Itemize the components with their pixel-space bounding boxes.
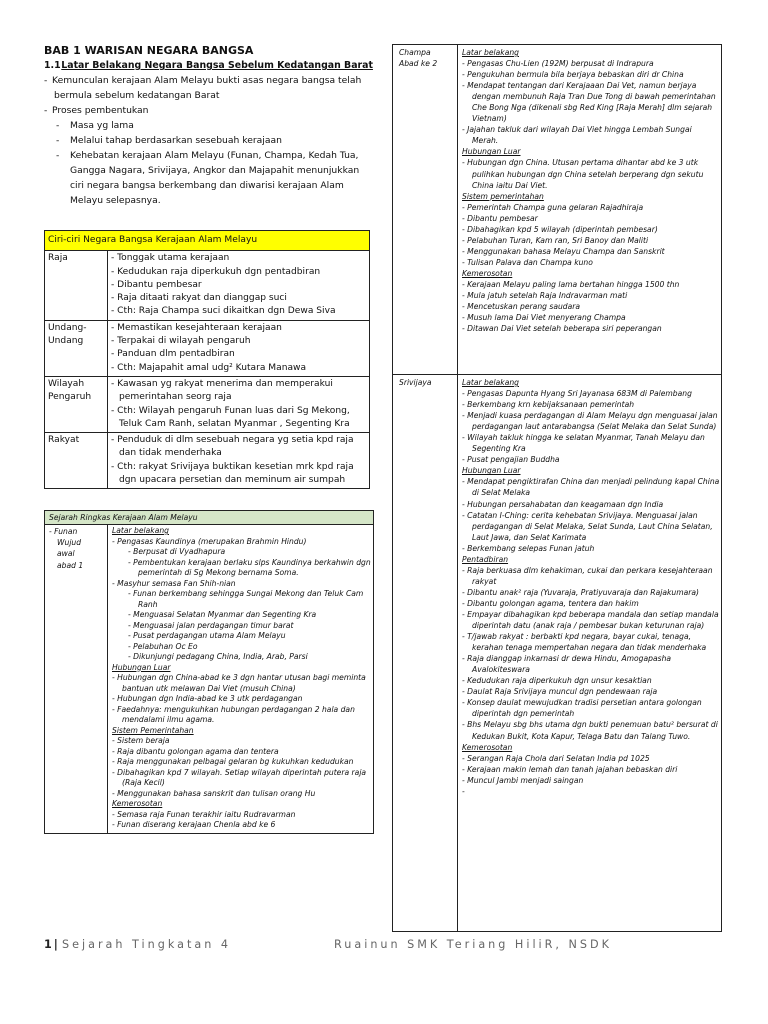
- list-item: - Semasa raja Funan terakhir iaitu Rudravarman: [112, 809, 296, 819]
- subheading: Latar belakang: [462, 378, 519, 387]
- list-item: - Dikunjungi pedagang China, India, Arab, Parsi: [128, 652, 308, 661]
- list-item: - Serangan Raja Chola dari Selatan India pd 1025: [462, 753, 650, 763]
- list-item: - Pusat perdagangan utama Alam Melayu: [128, 631, 286, 640]
- list-item: - Jajahan takluk dari wilayah Dai Viet hingga Lembah Sungai Merah.: [462, 125, 692, 146]
- subheading: Hubungan Luar: [462, 147, 521, 157]
- list-item: - Mencetuskan perang saudara: [462, 302, 581, 312]
- list-item: - Wilayah takluk hingga ke selatan Myanmar, Tanah Melayu dan Segenting Kra: [462, 433, 705, 454]
- subheading: Latar belakang: [462, 48, 519, 57]
- list-item: - Dibantu golongan agama, tentera dan hakim: [462, 598, 639, 608]
- row-key-srivijaya: [399, 377, 432, 388]
- list-item: - Menguasai Selatan Myanmar dan Segenting Kra: [128, 610, 317, 619]
- list-item: - Cth: rakyat Srivijaya buktikan kesetian mrk kpd raja dgn upacara persetian dan meminum air sumpah: [111, 461, 354, 486]
- list-item: - Hubungan dgn India-abad ke 3 utk perdagangan: [112, 694, 303, 703]
- row-key-champa: [399, 47, 437, 69]
- list-item: - Kedudukan raja diperkukuh dgn unsur kesaktian: [462, 676, 652, 686]
- row-key-funan: [45, 525, 108, 834]
- key-line: abad 1: [57, 560, 84, 570]
- footer-author: Ruainun SMK Teriang HiliR, NSDK: [334, 938, 612, 951]
- subheading: Sistem pemerintahan: [462, 191, 544, 201]
- list-item: - Panduan dlm pentadbiran: [111, 349, 235, 360]
- list-item: - Pengasas Kaundinya (merupakan Brahmin Hindu): [112, 536, 307, 546]
- list-item: - Menjadi kuasa perdagangan di Alam Melayu dgn menguasai jalan perdagangan laut antarabangsa (Selat Melaka dan Selat Sunda): [462, 411, 718, 432]
- list-item: - Empayar dibahagikan kpd beberapa mandala dan setiap mandala diperintah datu (anak raja / pembesar bukan keturunan raja): [462, 609, 719, 631]
- list-item: - Penduduk di dlm sesebuah negara yg setia kpd raja dan tidak menderhaka: [111, 435, 354, 459]
- list-item: - Masyhur semasa Fan Shih-nian: [112, 578, 236, 588]
- list-item: - Kerajaan makin lemah dan tanah jajahan bebaskan diri: [462, 764, 678, 774]
- list-item: - Dibantu pembesar: [111, 279, 202, 290]
- list-item: - Tulisan Palava dan Champa kuno: [462, 257, 593, 267]
- list-item: - Menguasai jalan perdagangan timur barat: [128, 620, 294, 630]
- list-item: - Pelabuhan Oc Eo: [128, 641, 198, 651]
- list-item: - Memastikan kesejahteraan kerajaan: [111, 322, 282, 333]
- subheading: Hubungan Luar: [462, 466, 521, 476]
- subheading: Kemerosotan: [112, 799, 163, 808]
- list-item: - Pelabuhan Turan, Kam ran, Sri Banoy dan Maliti: [462, 235, 649, 245]
- row-key: Undang-Undang: [45, 320, 108, 376]
- list-item: - Pemerintah Champa guna gelaran Rajadhiraja: [462, 202, 644, 212]
- row-key: Rakyat: [45, 433, 108, 489]
- ciri-table-header: Ciri-ciri Negara Bangsa Kerajaan Alam Melayu: [45, 231, 370, 251]
- list-item: - Hubungan persahabatan dan keagamaan dgn India: [462, 499, 664, 509]
- column-divider: [457, 45, 458, 931]
- key-line: Wujud: [57, 538, 82, 548]
- list-item: - Hubungan dgn China. Utusan pertama dihantar abd ke 3 utk pulihkan hubungan dgn China setelah berperang dgn sekutu China iaitu Dai Viet.: [462, 158, 704, 190]
- footer: [44, 938, 724, 951]
- list-item: - Mendapat tentangan dari Kerajaaan Dai Vet, namun berjaya dengan membunuh Raja Tran Due Tong di bawah pemerintahan Che Bong Nga (dikenali sbg Red King [Raja Merah] dlm sejarah Vietnam): [462, 81, 716, 124]
- list-item: - Konsep daulat mewujudkan tradisi persetian antara golongan diperintah dgn pemerintah: [462, 698, 702, 719]
- list-item: - Kawasan yg rakyat menerima dan memperakui pemerintahan seorg raja: [111, 378, 333, 403]
- row-content-srivijaya: [462, 377, 720, 797]
- key-line: Champa: [399, 48, 431, 57]
- key-line: awal: [57, 549, 75, 559]
- section-heading: [44, 60, 376, 71]
- table-row: [45, 433, 370, 489]
- list-item: -: [462, 786, 465, 796]
- key-line: Abad ke 2: [399, 59, 438, 68]
- list-item: - Raja berkuasa dlm kehakiman, cukai dan perkara kesejahteraan rakyat: [462, 565, 713, 586]
- subheading: Latar belakang: [112, 526, 169, 535]
- section-title: Latar Belakang Negara Bangsa Sebelum Kedatangan Barat: [61, 60, 373, 71]
- chapter-title: BAB 1 WARISAN NEGARA BANGSA: [44, 44, 254, 57]
- list-item: - Berkembang selepas Funan jatuh: [462, 543, 595, 553]
- list-item: - Raja dibantu golongan agama dan tentera: [112, 746, 279, 756]
- row-divider: [393, 374, 721, 375]
- row-key: Raja: [45, 251, 108, 320]
- intro-point: - Proses pembentukan: [44, 105, 149, 116]
- list-item: - Muncul Jambi menjadi saingan: [462, 775, 584, 785]
- intro-subpoint: - Kehebatan kerajaan Alam Melayu (Funan, Champa, Kedah Tua, Gangga Nagara, Srivijaya, Angkor dan Majapahit menunjukkan ciri negara bangsa berkembang dan diwarisi kerajaan Alam Melayu selepasnya.: [56, 150, 360, 206]
- list-item: - Pengasas Dapunta Hyang Sri Jayanasa 683M di Palembang: [462, 389, 692, 399]
- list-item: - Pembentukan kerajaan berlaku slps Kaundinya berkahwin dgn pemerintah di Sg Mekong bernama Soma.: [128, 557, 371, 577]
- list-item: - Dibantu anak² raja (Yuvaraja, Pratiyuvaraja dan Rajakumara): [462, 587, 700, 597]
- list-item: - Cth: Wilayah pengaruh Funan luas dari Sg Mekong, Teluk Cam Ranh, selatan Myanmar , Segenting Kra: [111, 405, 350, 429]
- list-item: - Musuh lama Dai Viet menyerang Champa: [462, 313, 626, 323]
- subheading: Sistem Pemerintahan: [112, 725, 194, 735]
- row-content-champa: [462, 47, 720, 334]
- page-number: 1 |: [44, 938, 58, 951]
- subheading: Pentadbiran: [462, 554, 509, 564]
- list-item: - Funan berkembang sehingga Sungai Mekong dan Teluk Cam Ranh: [128, 589, 364, 609]
- table-row: [45, 320, 370, 376]
- subheading: Kemerosotan: [462, 742, 513, 752]
- list-item: - Dibahagikan kpd 5 wilayah (diperintah pembesar): [462, 224, 658, 234]
- list-item: - Ditawan Dai Viet setelah beberapa siri peperangan: [462, 324, 662, 334]
- list-item: - Faedahnya: mengukuhkan hubungan perdagangan 2 hala dan mendalami ilmu agama.: [112, 704, 355, 724]
- list-item: - Hubungan dgn China-abad ke 3 dgn hantar utusan bagi meminta bantuan utk melawan Dai Viet (musuh China): [112, 673, 366, 693]
- key-line: Srivijaya: [399, 378, 432, 387]
- list-item: - Dibantu pembesar: [462, 213, 538, 223]
- list-item: - Menggunakan bahasa sanskrit dan tulisan orang Hu: [112, 788, 316, 798]
- subheading: Hubungan Luar: [112, 662, 171, 672]
- list-item: - Pengasas Chu-Lien (192M) berpusat di Indrapura: [462, 59, 654, 69]
- list-item: - T/jawab rakyat : berbakti kpd negara, bayar cukai, tenaga, kerahan tenaga mempertahan negara dan tidak menderhaka: [462, 632, 707, 653]
- list-item: - Bhs Melayu sbg bhs utama dgn bukti penemuan batu² bersurat di Kedukan Bukit, Kota Kapur, Telaga Batu dan Talang Tuwo.: [462, 720, 718, 741]
- table-row: [45, 525, 374, 834]
- list-item: - Pengukuhan bermula bila berjaya bebaskan diri dr China: [462, 70, 684, 80]
- intro-subpoint: - Masa yg lama: [56, 120, 134, 131]
- right-column: [392, 44, 724, 933]
- list-item: - Catatan I-Ching: cerita kehebatan Srivijaya. Menguasai jalan perdagangan di Selat Melaka, Selat Sunda, Laut China Selatan, Laut Jawa, dan Selat Karimata: [462, 510, 713, 542]
- row-content: [108, 251, 370, 320]
- list-item: - Tonggak utama kerajaan: [111, 253, 230, 264]
- subheading: Kemerosotan: [462, 268, 513, 278]
- table-row: [45, 251, 370, 320]
- list-item: - Pusat pengajian Buddha: [462, 455, 560, 465]
- list-item: - Menggunakan bahasa Melayu Champa dan Sanskrit: [462, 246, 665, 256]
- row-key: Wilayah Pengaruh: [45, 376, 108, 432]
- list-item: - Raja dianggap inkarnasi dr dewa Hindu, Amogapasha Avalokiteswara: [462, 654, 672, 675]
- list-item: - Kedudukan raja diperkukuh dgn pentadbiran: [111, 266, 321, 277]
- list-item: - Mula jatuh setelah Raja Indravarman mati: [462, 291, 628, 301]
- footer-title: Sejarah Tingkatan 4: [62, 938, 231, 951]
- list-item: - Daulat Raja Srivijaya muncul dgn pendewaan raja: [462, 687, 658, 697]
- intro-list: [44, 73, 376, 208]
- list-item: - Terpakai di wilayah pengaruh: [111, 336, 251, 347]
- kerajaan-table: [392, 44, 722, 932]
- row-content: [108, 433, 370, 489]
- list-item: - Cth: Majapahit amal udg² Kutara Manawa: [111, 362, 307, 373]
- intro-subpoint: - Melalui tahap berdasarkan sesebuah kerajaan: [56, 135, 282, 146]
- section-number: 1.1: [44, 60, 61, 71]
- list-item: - Cth: Raja Champa suci dikaitkan dgn Dewa Siva: [111, 306, 336, 317]
- list-item: - Raja ditaati rakyat dan dianggap suci: [111, 293, 287, 304]
- list-item: - Kerajaan Melayu paling lama bertahan hingga 1500 thn: [462, 279, 680, 289]
- list-item: - Dibahagikan kpd 7 wilayah. Setiap wilayah diperintah putera raja (Raja Kecil): [112, 767, 367, 787]
- list-item: - Berkembang krn kebijaksanaan pemerintah: [462, 400, 635, 410]
- sejarah-table-header: Sejarah Ringkas Kerajaan Alam Melayu: [45, 511, 374, 525]
- intro-point: - Kemunculan kerajaan Alam Melayu bukti asas negara bangsa telah bermula sebelum kedatangan Barat: [44, 75, 362, 101]
- list-item: - Funan diserang kerajaan Chenla abd ke 6: [112, 820, 276, 829]
- left-column: [44, 44, 376, 829]
- list-item: - Berpusat di Vyadhapura: [128, 547, 226, 556]
- list-item: - Sistem beraja: [112, 736, 170, 745]
- list-item: - Mendapat pengiktirafan China dan menjadi pelindung kapal China di Selat Melaka: [462, 477, 720, 498]
- row-content: [108, 320, 370, 376]
- list-item: - Raja menggunakan pelbagai gelaran bg kukuhkan kedudukan: [112, 757, 354, 766]
- ciri-table: [44, 230, 370, 489]
- table-row: [45, 376, 370, 432]
- row-content: [108, 376, 370, 432]
- key-line: - Funan: [49, 527, 78, 536]
- row-content-funan: [108, 525, 374, 834]
- sejarah-table: [44, 510, 374, 834]
